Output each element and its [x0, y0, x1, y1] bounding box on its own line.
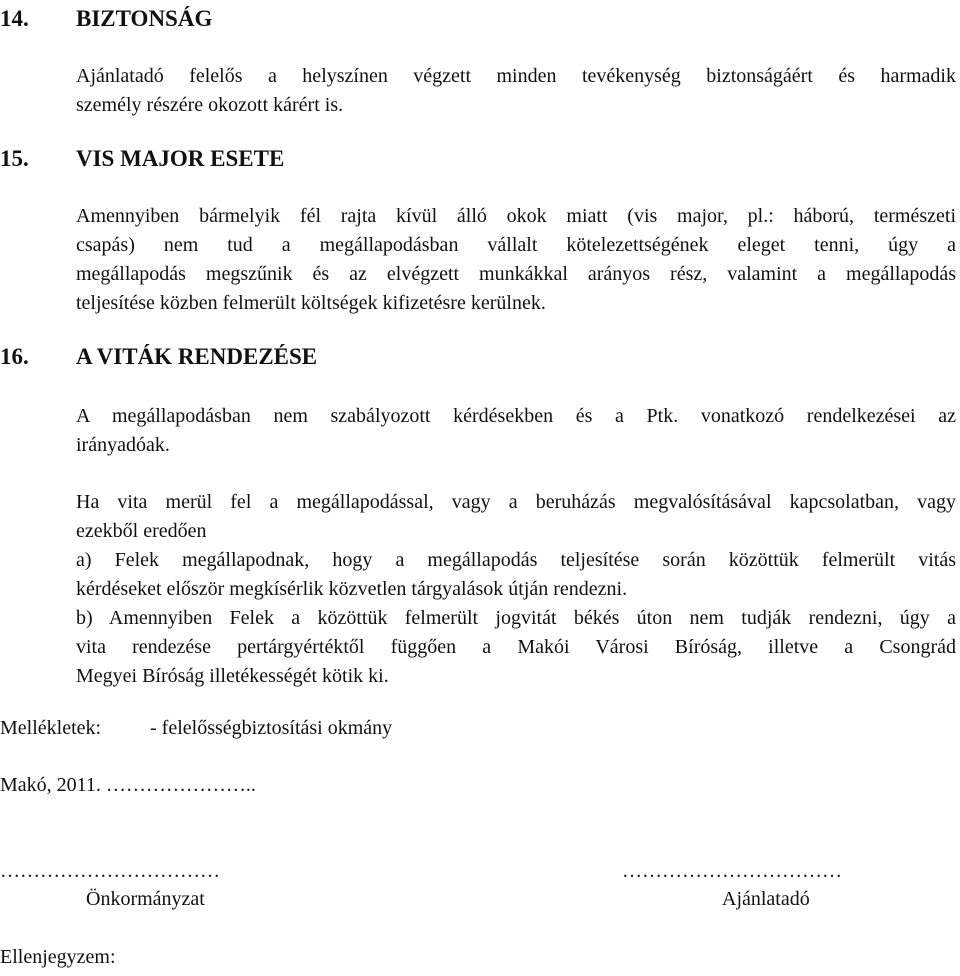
text-line: ezekből eredően [76, 520, 207, 542]
text-line: személy részére okozott kárért is. [76, 94, 344, 116]
signature-line-right: …………………………… [622, 860, 842, 882]
text-line: Ajánlatadó felelős a helyszínen végzett minden tevékenység biztonságáért és harmadik [76, 65, 956, 87]
text-line: irányadóak. [76, 434, 170, 456]
text-line: teljesítése közben felmerült költségek kifizetésre kerülnek. [76, 292, 546, 314]
text-line: b) Amennyiben Felek a közöttük felmerült jogvitát békés úton nem tudják rendezni, úgy a [76, 607, 956, 629]
section-14-body [76, 62, 956, 120]
text-line: kérdéseket először megkísérlik közvetlen tárgyalások útján rendezni. [76, 578, 628, 600]
text-line: Megyei Bíróság illetékességét kötik ki. [76, 665, 389, 687]
section-16-body [76, 402, 956, 460]
section-title: A VITÁK RENDEZÉSE [76, 344, 318, 369]
text-line: csapás) nem tud a megállapodásban vállalt kötelezettségének eleget tenni, úgy a [76, 234, 956, 256]
attachments-item: - felelősségbiztosítási okmány [150, 717, 393, 739]
text-line: Ha vita merül fel a megállapodással, vagy a beruházás megvalósításával kapcsolatban, vagy [76, 491, 956, 513]
section-title: BIZTONSÁG [76, 6, 213, 31]
text-line: a) Felek megállapodnak, hogy a megállapodás teljesítése során közöttük felmerült vitás [76, 549, 956, 571]
countersign-label: Ellenjegyzem: [0, 946, 116, 968]
signature-label-left: Önkormányzat [86, 888, 205, 910]
place-date: Makó, 2011. ………………….. [0, 774, 256, 796]
text-line: megállapodás megszűnik és az elvégzett munkákkal arányos rész, valamint a megállapodás [76, 263, 956, 285]
text-line: A megállapodásban nem szabályozott kérdésekben és a Ptk. vonatkozó rendelkezései az [76, 405, 956, 427]
section-title: VIS MAJOR ESETE [76, 146, 285, 171]
section-number: 15. [0, 146, 29, 171]
section-16-body-2 [76, 488, 956, 691]
section-number: 14. [0, 6, 29, 31]
section-15-body [76, 202, 956, 318]
text-line: Amennyiben bármelyik fél rajta kívül álló okok miatt (vis major, pl.: háború, természeti [76, 205, 956, 227]
text-line: vita rendezése pertárgyértéktől függően a Makói Városi Bíróság, illetve a Csongrád [76, 636, 956, 658]
signature-line-left: …………………………… [0, 860, 220, 882]
signature-label-right: Ajánlatadó [722, 888, 810, 910]
section-number: 16. [0, 344, 29, 369]
attachments-label: Mellékletek: [0, 717, 102, 739]
